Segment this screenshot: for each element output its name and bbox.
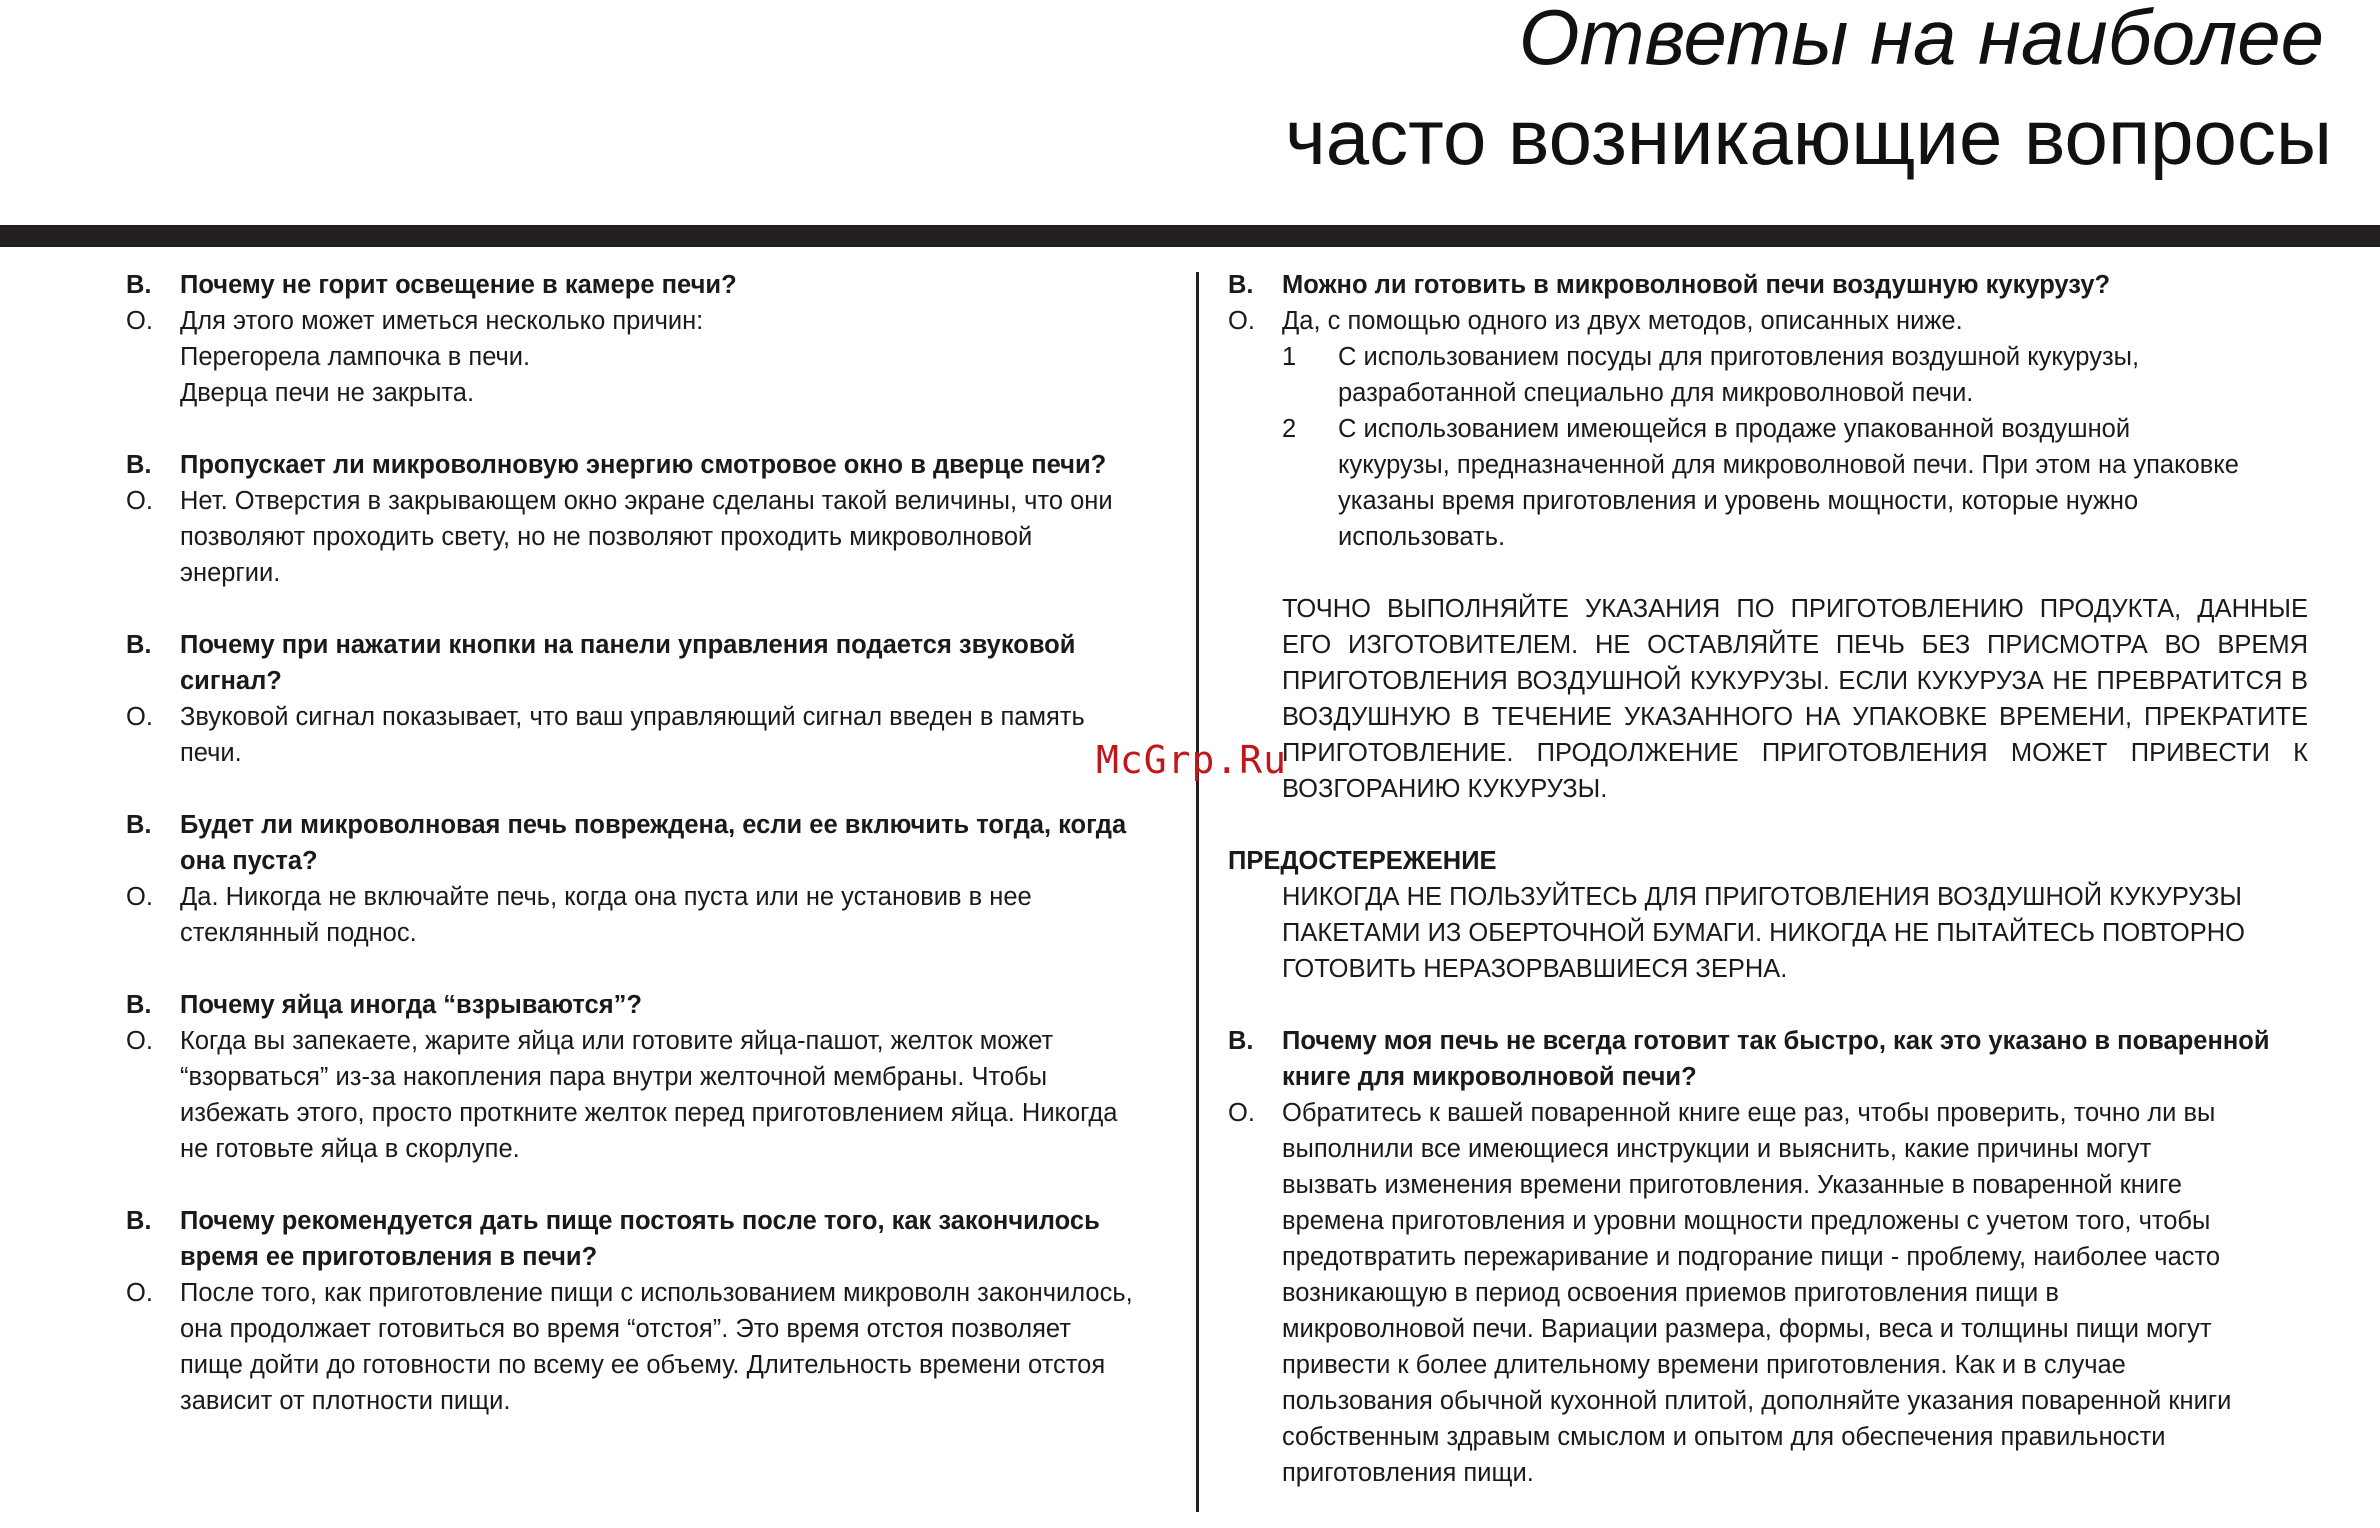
question-mark: В. (1228, 271, 1254, 299)
question-text: Почему яйца иногда “взрываются”? (180, 991, 642, 1019)
question-text: Почему моя печь не всегда готовит так быстро, как это указано в поваренной книге для микроволновой печи? (1282, 1027, 2270, 1091)
answer (126, 699, 1136, 771)
question-text: Почему при нажатии кнопки на панели управления подается звуковой сигнал? (180, 631, 1076, 695)
answer-mark: О. (126, 703, 153, 731)
answer-mark: О. (126, 883, 153, 911)
answer-mark: О. (126, 487, 153, 515)
method-list (1228, 339, 2242, 555)
question (126, 447, 1136, 483)
question (126, 1203, 1136, 1275)
answer-mark: О. (126, 1279, 153, 1307)
answer-text: Да. Никогда не включайте печь, когда она пуста или не установив в нее стеклянный поднос. (180, 883, 1032, 947)
faq-item-window (126, 447, 1136, 591)
answer-line: Перегорела лампочка в печи. (180, 343, 531, 371)
answer (126, 1023, 1136, 1167)
list-item (1282, 339, 2242, 411)
list-number: 1 (1282, 343, 1297, 371)
question-mark: В. (1228, 1027, 1254, 1055)
question-mark: В. (126, 811, 152, 839)
answer-text: Когда вы запекаете, жарите яйца или готовите яйца-пашот, желток может “взорваться” из-за накопления пара внутри желточной мембраны. Чтобы избежать этого, просто проткните желток перед приготовлением яйца. Никогда не готовьте яйца в скорлупе. (180, 1027, 1118, 1163)
page-title-line1: Ответы на наиболее (1518, 0, 2324, 81)
answer-mark: О. (1228, 1099, 1255, 1127)
list-text: С использованием посуды для приготовления воздушной кукурузы, разработанной специально для микроволновой печи. (1338, 343, 2140, 407)
list-text: С использованием имеющейся в продаже упакованной воздушной кукурузы, предназначенной для микроволновой печи. При этом на упаковке указаны время приготовления и уровень мощности, которые нужно использовать. (1338, 415, 2239, 551)
question-mark: В. (126, 991, 152, 1019)
list-item (1282, 411, 2242, 555)
answer-line: Дверца печи не закрыта. (180, 379, 475, 407)
page-title-line2: часто возникающие вопросы (1285, 93, 2332, 181)
left-column (126, 267, 1136, 1455)
warning-text: НИКОГДА НЕ ПОЛЬЗУЙТЕСЬ ДЛЯ ПРИГОТОВЛЕНИЯ ВОЗДУШНОЙ КУКУРУЗЫ ПАКЕТАМИ ИЗ ОБЕРТОЧНОЙ БУМАГИ. НИКОГДА НЕ ПЫТАЙТЕСЬ ПОВТОРНО ГОТОВИТЬ НЕРАЗОРВАВШИЕСЯ ЗЕРНА. (1282, 883, 2246, 983)
answer-mark: О. (1228, 307, 1255, 335)
answer-text: Звуковой сигнал показывает, что ваш управляющий сигнал введен в память печи. (180, 703, 1085, 767)
question (1228, 267, 2308, 303)
answer (126, 1275, 1136, 1419)
question-text: Можно ли готовить в микроволновой печи воздушную кукурузу? (1282, 271, 2111, 299)
faq-item-beep (126, 627, 1136, 771)
faq-item-standing (126, 1203, 1136, 1419)
question-text: Будет ли микроволновая печь повреждена, если ее включить тогда, когда она пуста? (180, 811, 1127, 875)
answer (126, 303, 1136, 339)
header-divider (0, 225, 2380, 247)
column-divider (1196, 272, 1199, 1512)
answer (126, 483, 1136, 591)
question-mark: В. (126, 451, 152, 479)
answer-text: Да, с помощью одного из двух методов, описанных ниже. (1282, 307, 1963, 335)
question (126, 267, 1136, 303)
question-text: Почему рекомендуется дать пище постоять после того, как закончилось время ее приготовления в печи? (180, 1207, 1100, 1271)
caps-notice: ТОЧНО ВЫПОЛНЯЙТЕ УКАЗАНИЯ ПО ПРИГОТОВЛЕНИЮ ПРОДУКТА, ДАННЫЕ ЕГО ИЗГОТОВИТЕЛЕМ. НЕ ОСТАВЛЯЙТЕ ПЕЧЬ БЕЗ ПРИСМОТРА ВО ВРЕМЯ ПРИГОТОВЛЕНИЯ ВОЗДУШНОЙ КУКУРУЗЫ. ЕСЛИ КУКУРУЗА НЕ ПРЕВРАТИТСЯ В ВОЗДУШНУЮ В ТЕЧЕНИЕ УКАЗАННОГО НА УПАКОВКЕ ВРЕМЕНИ, ПРЕКРАТИТЕ ПРИГОТОВЛЕНИЕ. ПРОДОЛЖЕНИЕ ПРИГОТОВЛЕНИЯ МОЖЕТ ПРИВЕСТИ К ВОЗГОРАНИЮ КУКУРУЗЫ. (1282, 595, 2308, 803)
question-text: Почему не горит освещение в камере печи? (180, 271, 737, 299)
question (126, 987, 1136, 1023)
faq-item-light (126, 267, 1136, 411)
question (1228, 1023, 2308, 1095)
question-text: Пропускает ли микроволновую энергию смотровое окно в дверце печи? (180, 451, 1107, 479)
question (126, 807, 1136, 879)
watermark: McGrp.Ru (1096, 738, 1288, 782)
list-number: 2 (1282, 415, 1297, 443)
answer-text: Для этого может иметься несколько причин: (180, 307, 704, 335)
answer-text: После того, как приготовление пищи с использованием микроволн закончилось, она продолжает готовиться во время “отстоя”. Это время отстоя позволяет пище дойти до готовности по всему ее объему. Длительность времени отстоя зависит от плотности пищи. (180, 1279, 1133, 1415)
faq-item-popcorn (1228, 267, 2308, 807)
answer (126, 879, 1136, 951)
answer-text: Нет. Отверстия в закрывающем окно экране сделаны такой величины, что они позволяют проходить свету, но не позволяют проходить микроволновой энергии. (180, 487, 1113, 587)
question (126, 627, 1136, 699)
faq-item-empty (126, 807, 1136, 951)
right-column (1228, 267, 2308, 1491)
faq-item-cooking-time (1228, 1023, 2308, 1491)
answer-text: Обратитесь к вашей поваренной книге еще раз, чтобы проверить, точно ли вы выполнили все имеющиеся инструкции и выяснить, какие причины могут вызвать изменения времени приготовления. Указанные в поваренной книге времена приготовления и уровни мощности предложены с учетом того, чтобы предотвратить пережаривание и подгорание пищи - проблему, наиболее часто возникающую в период освоения приемов приготовления пищи в микроволновой печи. Вариации размера, формы, веса и толщины пищи могут привести к более длительному времени приготовления. Как и в случае пользования обычной кухонной плитой, дополняйте указания поваренной книги собственным здравым смыслом и опытом для обеспечения правильности приготовления пищи. (1282, 1099, 2232, 1487)
answer-mark: О. (126, 307, 153, 335)
answer (1228, 303, 2308, 339)
question-mark: В. (126, 1207, 152, 1235)
faq-item-eggs (126, 987, 1136, 1167)
answer-mark: О. (126, 1027, 153, 1055)
warning-heading: ПРЕДОСТЕРЕЖЕНИЕ (1228, 847, 1497, 875)
question-mark: В. (126, 271, 152, 299)
question-mark: В. (126, 631, 152, 659)
answer (1228, 1095, 2242, 1491)
